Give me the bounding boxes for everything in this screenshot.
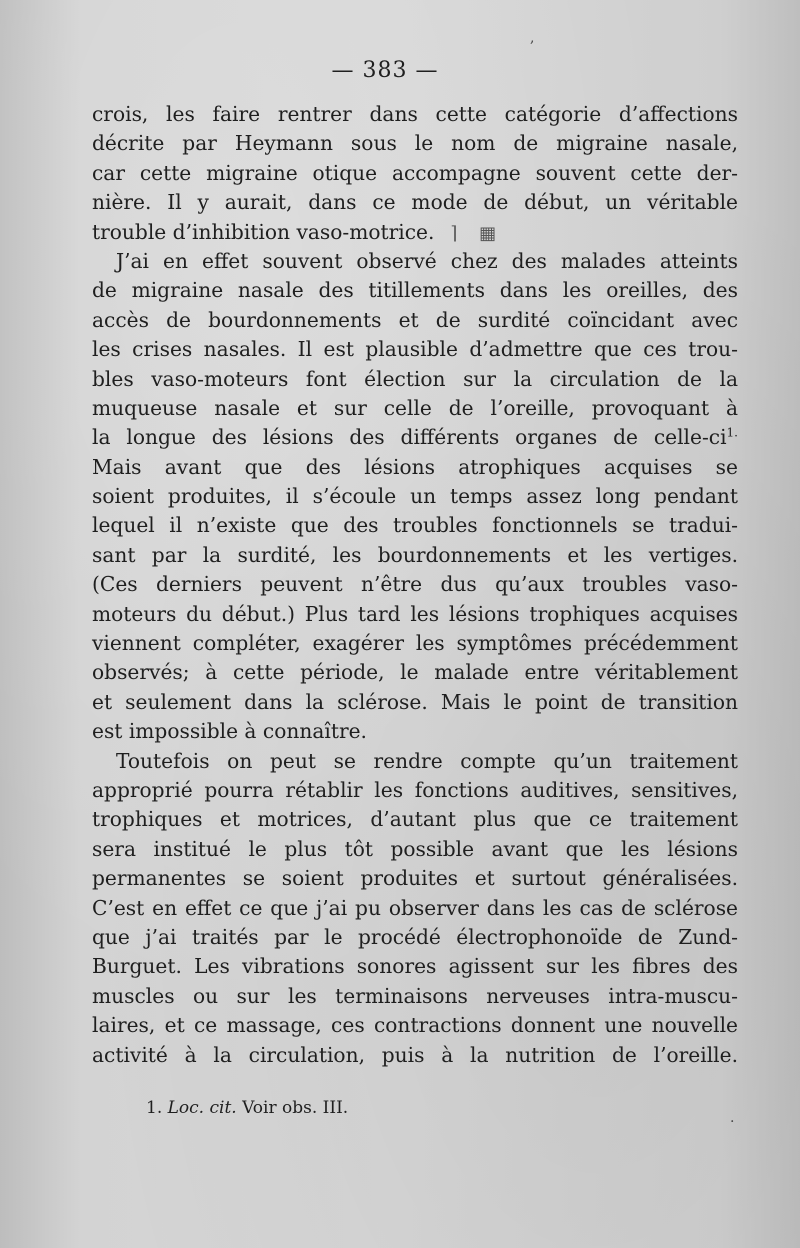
text-line: J’ai en effet souvent observé chez des malades atteints <box>116 248 738 273</box>
text-line: observés; à cette période, le malade entre véritablement <box>92 660 738 685</box>
ink-speck-icon: . <box>730 1110 735 1126</box>
text-line: C’est en effet ce que j’ai pu observer dans les cas de sclérose <box>92 895 738 920</box>
footnote-text: Voir obs. III. <box>242 1098 349 1118</box>
text-line: laires, et ce massage, ces contractions donnent une nouvelle <box>92 1013 738 1038</box>
footnote-reference: 1. <box>726 425 738 440</box>
text-line <box>92 218 738 247</box>
printer-mark-icon: ⌉ ▦ <box>450 222 505 244</box>
text-line: nière. Il y aurait, dans ce mode de début, un véritable <box>92 190 738 215</box>
text-line: accès de bourdonnements et de surdité coïncidant avec <box>92 307 738 332</box>
text-line: de migraine nasale des titillements dans les oreilles, des <box>92 278 738 303</box>
text-line: activité à la circulation, puis à la nutrition de l’oreille. <box>92 1042 738 1067</box>
footnote-number: 1. <box>146 1098 163 1118</box>
text-line: approprié pourra rétablir les fonctions auditives, sensitives, <box>92 777 738 802</box>
text-line: viennent compléter, exagérer les symptômes précédemment <box>92 631 738 656</box>
footnote <box>146 1098 348 1118</box>
footnote-citation: Loc. cit. <box>167 1098 237 1118</box>
text-line: sera institué le plus tôt possible avant que les lésions <box>92 836 738 861</box>
text-line-content: trouble d’inhibition vaso-motrice. <box>92 219 435 244</box>
text-line-content: la longue des lésions des différents organes de celle-ci <box>92 425 727 450</box>
text-line: muqueuse nasale et sur celle de l’oreille, provoquant à <box>92 395 738 420</box>
text-line: décrite par Heymann sous le nom de migraine nasale, <box>92 131 738 156</box>
text-line: et seulement dans la sclérose. Mais le point de transition <box>92 689 738 714</box>
text-line: muscles ou sur les terminaisons nerveuses intra-muscu- <box>92 983 738 1008</box>
text-line: sant par la surdité, les bourdonnements et les vertiges. <box>92 542 738 567</box>
body-text <box>92 100 738 1070</box>
ink-speck-icon: , <box>530 30 535 46</box>
text-line: Toutefois on peut se rendre compte qu’un traitement <box>116 748 738 773</box>
text-line: moteurs du début.) Plus tard les lésions trophiques acquises <box>92 601 738 626</box>
text-line: Burguet. Les vibrations sonores agissent sur les fibres des <box>92 954 738 979</box>
text-line <box>92 423 738 452</box>
text-line: soient produites, il s’écoule un temps assez long pendant <box>92 484 738 509</box>
text-line: crois, les faire rentrer dans cette catégorie d’affections <box>92 102 738 126</box>
text-line: permanentes se soient produites et surtout généralisées. <box>92 866 738 891</box>
text-line: bles vaso-moteurs font élection sur la circulation de la <box>92 366 738 391</box>
text-line: est impossible à connaître. <box>92 719 367 744</box>
text-line: lequel il n’existe que des troubles fonctionnels se tradui- <box>92 513 738 538</box>
text-line: Mais avant que des lésions atrophiques acquises se <box>92 454 738 479</box>
text-line: car cette migraine otique accompagne souvent cette der- <box>92 160 738 185</box>
page-number: — 383 — <box>331 58 439 83</box>
text-line: (Ces derniers peuvent n’être dus qu’aux troubles vaso- <box>92 572 738 597</box>
text-line: les crises nasales. Il est plausible d’admettre que ces trou- <box>92 337 738 362</box>
text-line: trophiques et motrices, d’autant plus que ce traitement <box>92 807 738 832</box>
text-line: que j’ai traités par le procédé électrophonoïde de Zund- <box>92 924 738 949</box>
